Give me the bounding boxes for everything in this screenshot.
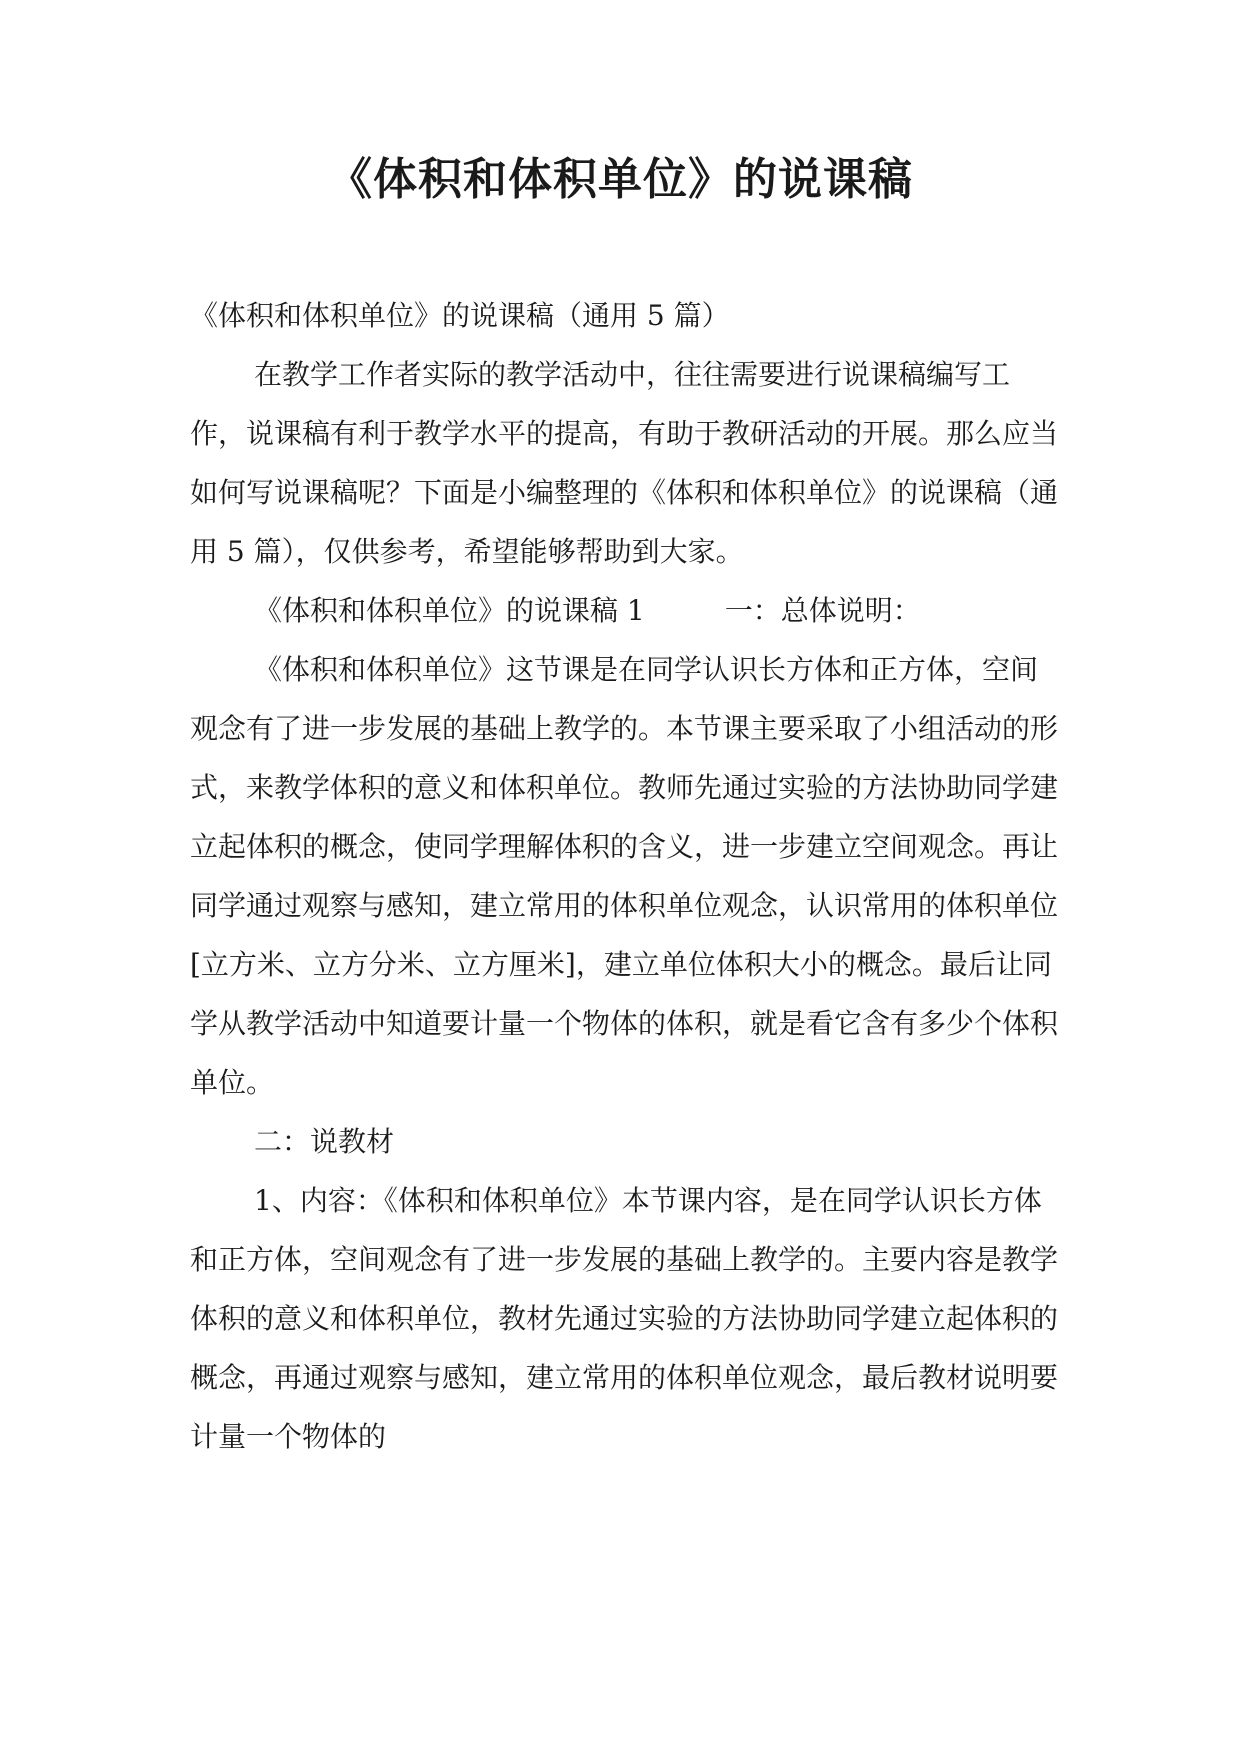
section1-part1-heading: 一：总体说明： <box>724 594 921 627</box>
intro-paragraph: 在教学工作者实际的教学活动中，往往需要进行说课稿编写工作，说课稿有利于教学水平的提高，有助于教研活动的开展。那么应当如何写说课稿呢？下面是小编整理的《体积和体积单位》的说课稿（通用 5 篇），仅供参考，希望能够帮助到大家。 <box>190 358 1059 568</box>
section1-part2-heading: 二：说教材 <box>254 1125 395 1158</box>
overview-paragraph: 《体积和体积单位》这节课是在同学认识长方体和正方体，空间观念有了进一步发展的基础上教学的。本节课主要采取了小组活动的形式，来教学体积的意义和体积单位。教师先通过实验的方法协助同学建立起体积的概念，使同学理解体积的含义，进一步建立空间观念。再让同学通过观察与感知，建立常用的体积单位观念，认识常用的体积单位[立方米、立方分米、立方厘米]，建立单位体积大小的概念。最后让同学从教学活动中知道要计量一个物体的体积，就是看它含有多少个体积单位。 <box>190 653 1059 1099</box>
section-heading-line <box>190 581 1060 640</box>
document-body <box>190 286 1060 1466</box>
content-paragraph: 1、内容：《体积和体积单位》本节课内容，是在同学认识长方体和正方体，空间观念有了进一步发展的基础上教学的。主要内容是教学体积的意义和体积单位，教材先通过实验的方法协助同学建立起体积的概念，再通过观察与感知，建立常用的体积单位观念，最后教材说明要计量一个物体的 <box>190 1184 1059 1453</box>
section1-heading: 《体积和体积单位》的说课稿 1 <box>254 594 645 627</box>
document-subtitle: 《体积和体积单位》的说课稿（通用 5 篇） <box>190 299 730 332</box>
document-title: 《体积和体积单位》的说课稿 <box>328 154 913 205</box>
